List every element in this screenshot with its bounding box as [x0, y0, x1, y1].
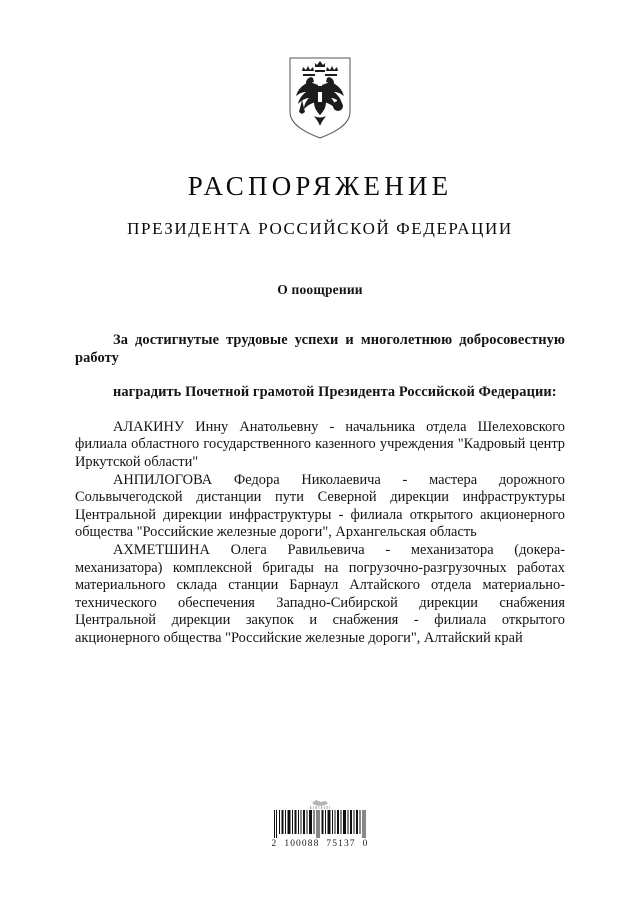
russian-federation-coat-of-arms-icon: [286, 56, 354, 140]
intro-paragraph: За достигнутые трудовые успехи и многолетнюю добросовестную работу: [75, 332, 565, 366]
barcode-smudge-mark: [307, 798, 333, 809]
document-subtitle: ПРЕЗИДЕНТА РОССИЙСКОЙ ФЕДЕРАЦИИ: [127, 218, 513, 238]
recipient-entry: АНПИЛОГОВА Федора Николаевича - мастера дорожного Сольвычегодской дистанции пути Северной дирекции инфраструктуры Центральной дирекции инфраструктуры - филиала открытого акционерного общества "Российские железные дороги", Архангельская область: [75, 471, 565, 541]
recipient-entry: АЛАКИНУ Инну Анатольевну - начальника отдела Шелеховского филиала областного государственного казенного учреждения "Кадровый центр Иркутской области": [75, 418, 565, 470]
document-title: РАСПОРЯЖЕНИЕ: [187, 171, 453, 201]
award-clause-paragraph: наградить Почетной грамотой Президента Российской Федерации:: [113, 384, 557, 401]
document-subject: О поощрении: [277, 282, 363, 297]
recipient-entry: АХМЕТШИНА Олега Равильевича - механизатора (докера-механизатора) комплексной бригады на погрузочно-разгрузочных работах материального склада станции Барнаул Алтайского отдела материально-технического обеспечения Западно-Сибирской дирекции снабжения Центральной дирекции закупок и снабжения - филиала открытого акционерного общества "Российские железные дороги", Алтайский край: [75, 541, 565, 646]
emblem-container: [0, 56, 640, 140]
barcode-digits: 2 100088 75137 0: [271, 839, 369, 849]
barcode-block: [0, 798, 640, 849]
title-block: [0, 172, 640, 238]
barcode-bars: [272, 810, 368, 838]
document-body: [75, 282, 565, 648]
